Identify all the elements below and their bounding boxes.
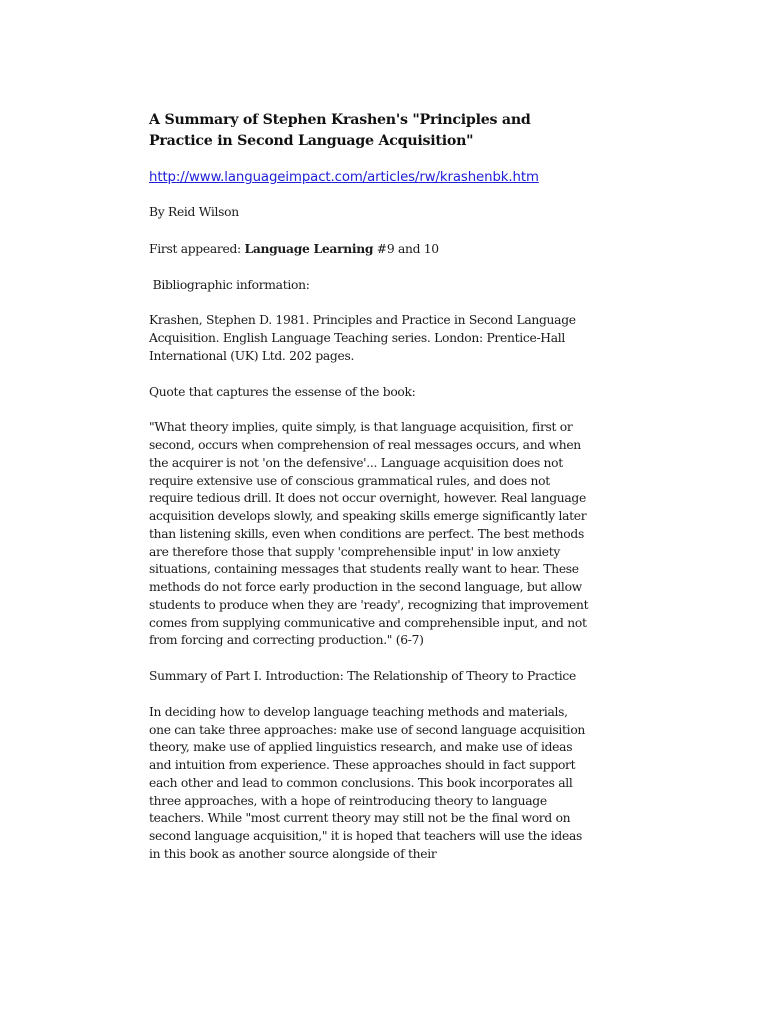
first-appeared-prefix: First appeared: bbox=[149, 241, 245, 256]
first-appeared-line bbox=[149, 240, 589, 259]
publication-name: Language Learning bbox=[244, 240, 374, 256]
document-page bbox=[149, 110, 589, 864]
source-url-link[interactable]: http://www.languageimpact.com/articles/rw/krashenbk.htm bbox=[149, 170, 539, 185]
quote-label: Quote that captures the essense of the book: bbox=[149, 384, 416, 399]
author-byline: By Reid Wilson bbox=[149, 205, 239, 219]
bibliographic-citation: Krashen, Stephen D. 1981. Principles and Practice in Second Language Acquisition. English Language Teaching series. London: Prentice-Hall International (UK) Ltd. 202 pages. bbox=[149, 313, 576, 363]
bibliographic-label: Bibliographic information: bbox=[149, 277, 310, 292]
summary-paragraph: In deciding how to develop language teaching methods and materials, one can take three approaches: make use of second language acquisition theory, make use of applied linguistics research, and make use of ideas and intuition from experience. These approaches should in fact support each other and lead to common conclusions. This book incorporates all three approaches, with a hope of reintroducing theory to language teachers. While "most current theory may still not be the final word on second language acquisition," it is hoped that teachers will use the ideas in this book as another source alongside of their bbox=[149, 704, 586, 861]
document-title: A Summary of Stephen Krashen's "Principles and Practice in Second Language Acquisition" bbox=[149, 112, 531, 149]
first-appeared-suffix: #9 and 10 bbox=[373, 241, 439, 256]
summary-heading: Summary of Part I. Introduction: The Relationship of Theory to Practice bbox=[149, 669, 576, 683]
book-quote: "What theory implies, quite simply, is that language acquisition, first or second, occurs when comprehension of real messages occurs, and when the acquirer is not 'on the defensive'... Language acquisition does not require extensive use of conscious grammatical rules, and does not require tedious drill. It does not occur overnight, however. Real language acquisition develops slowly, and speaking skills emerge significantly later than listening skills, even when conditions are perfect. The best methods are therefore those that supply 'comprehensible input' in low anxiety situations, containing messages that students really want to hear. These methods do not force early production in the second language, but allow students to produce when they are 'ready', recognizing that improvement comes from supplying communicative and comprehensible input, and not from forcing and correcting production." (6-7) bbox=[149, 420, 589, 648]
